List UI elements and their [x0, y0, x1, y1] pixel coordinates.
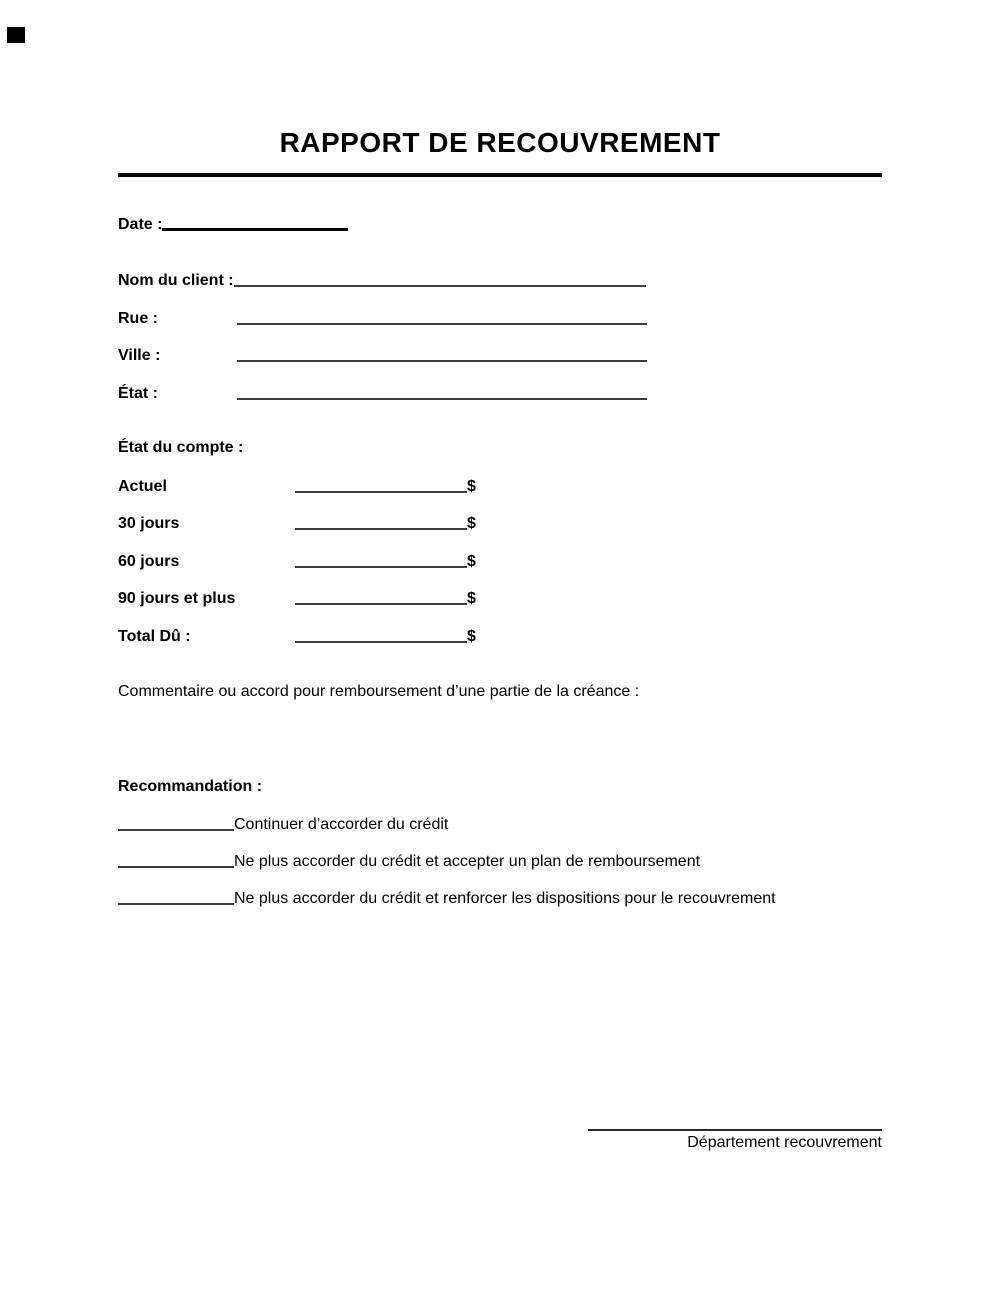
dollar-sign: $: [467, 553, 476, 570]
client-name-label: Nom du client :: [118, 272, 234, 289]
account-status-row-90days: [118, 589, 476, 608]
dollar-sign: $: [467, 628, 476, 645]
days30-label: 30 jours: [118, 515, 180, 532]
corner-print-artifact: [7, 27, 25, 43]
state-blank-field: [237, 398, 647, 400]
dollar-sign: $: [467, 515, 476, 532]
account-status-row-60days: [118, 552, 476, 571]
state-label: État :: [118, 385, 158, 402]
state-row: [118, 384, 647, 403]
recommendation-option-row: [118, 889, 776, 908]
option-label: Continuer d’accorder du crédit: [234, 816, 449, 833]
recommendation-option-row: [118, 815, 448, 834]
city-label: Ville :: [118, 347, 161, 364]
option-check-blank: [118, 866, 234, 868]
option-check-blank: [118, 829, 234, 831]
dollar-sign: $: [467, 478, 476, 495]
account-status-row-30days: [118, 514, 476, 533]
account-status-heading: État du compte :: [118, 439, 244, 456]
total-due-label: Total Dû :: [118, 628, 191, 645]
option-label: Ne plus accorder du crédit et renforcer les dispositions pour le recouvrement: [234, 890, 776, 907]
days30-amount-blank: [295, 528, 467, 530]
dollar-sign: $: [467, 590, 476, 607]
signature-label: Département recouvrement: [687, 1134, 882, 1151]
title-divider: [118, 173, 882, 177]
client-name-row: [118, 271, 646, 290]
date-label: Date :: [118, 216, 163, 233]
street-blank-field: [237, 323, 647, 325]
recommendation-option-row: [118, 852, 700, 871]
account-status-row-total: [118, 627, 476, 646]
days90-label: 90 jours et plus: [118, 590, 236, 607]
days90-amount-blank: [295, 603, 467, 605]
account-status-row-current: [118, 477, 476, 496]
option-check-blank: [118, 903, 234, 905]
street-row: [118, 309, 647, 328]
page-title: RAPPORT DE RECOUVREMENT: [279, 127, 721, 158]
client-name-blank-field: [234, 285, 646, 287]
days60-amount-blank: [295, 566, 467, 568]
signature-line: [588, 1129, 882, 1131]
current-amount-blank: [295, 491, 467, 493]
street-label: Rue :: [118, 310, 158, 327]
city-blank-field: [237, 360, 647, 362]
date-blank-field: [162, 228, 348, 231]
current-label: Actuel: [118, 478, 167, 495]
recommendation-heading: Recommandation :: [118, 778, 263, 795]
city-row: [118, 346, 647, 365]
comment-prompt: Commentaire ou accord pour remboursement d’une partie de la créance :: [118, 683, 640, 700]
date-row: [118, 215, 348, 234]
total-amount-blank: [295, 641, 467, 643]
option-label: Ne plus accorder du crédit et accepter un plan de remboursement: [234, 853, 701, 870]
days60-label: 60 jours: [118, 553, 180, 570]
